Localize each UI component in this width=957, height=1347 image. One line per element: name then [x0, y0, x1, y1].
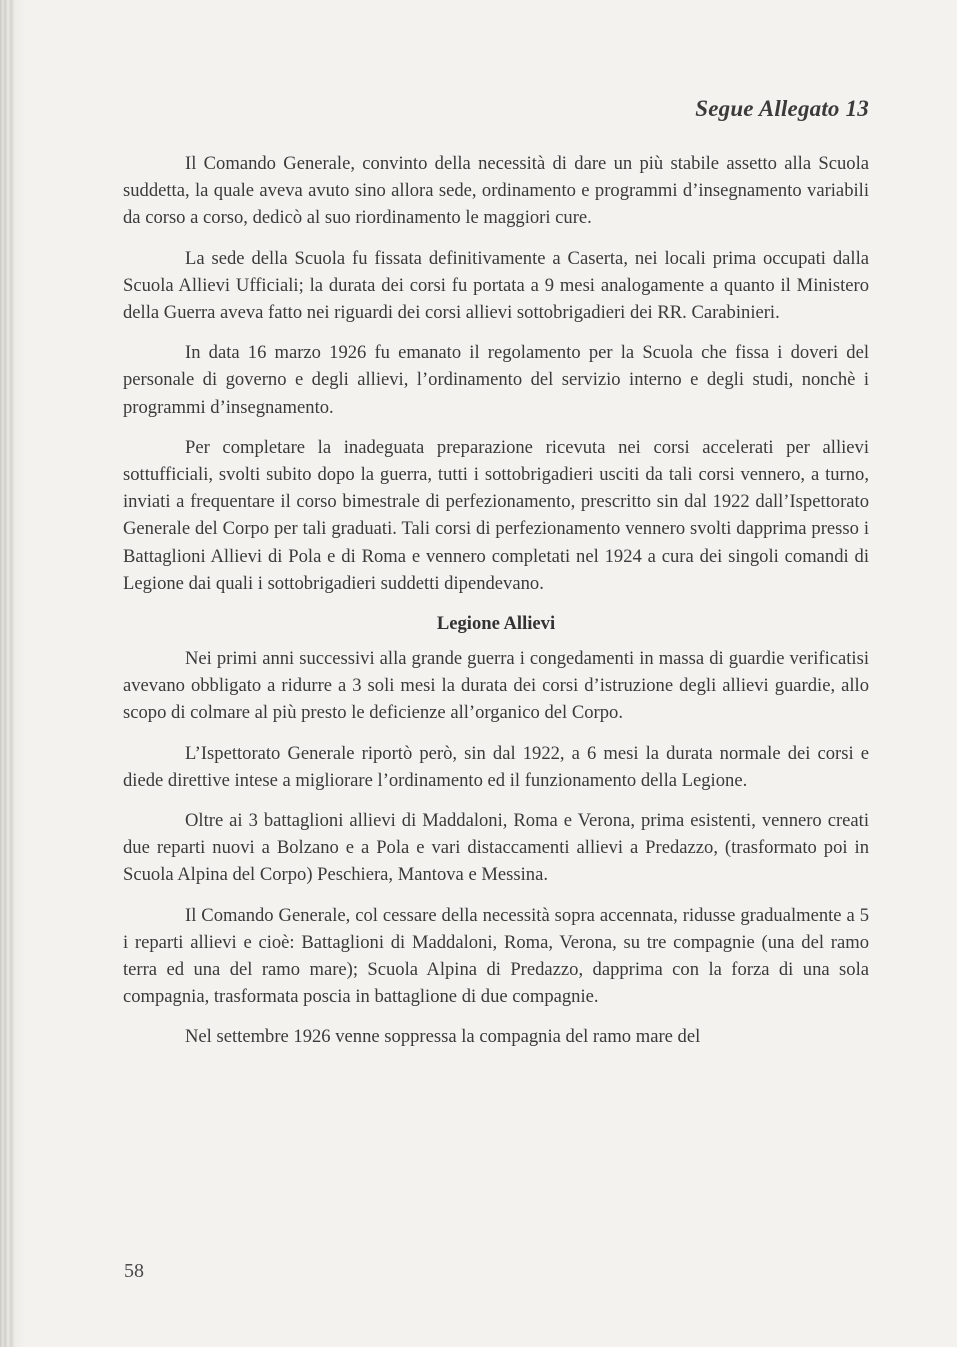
running-header: Segue Allegato 13	[695, 96, 869, 121]
paragraph-3: In data 16 marzo 1926 fu emanato il regolamento per la Scuola che fissa i doveri del personale di governo e degli allievi, l’ordinamento del servizio interno e degli studi, nonchè i programmi d’insegnamento.	[123, 342, 869, 418]
section-heading: Legione Allievi	[436, 613, 556, 635]
paragraph-8: Il Comando Generale, col cessare della necessità sopra accennata, ridusse gradualmente a 5 i reparti allievi e cioè: Battaglioni di Maddaloni, Roma, Verona, su tre compagnie (una del ramo terra ed una del ramo mare); Scuola Alpina di Predazzo, dapprima con la forza di una sola compagnia, trasformata poscia in battaglione di due compagnie.	[123, 904, 869, 1008]
body-text	[123, 150, 869, 1064]
paragraph-5: Nei primi anni successivi alla grande guerra i congedamenti in massa di guardie verificatisi avevano obbligato a ridurre a 3 soli mesi la durata dei corsi d’istruzione degli allievi guardie, allo scopo di colmare al più presto le deficienze all’organico del Corpo.	[123, 648, 869, 724]
paragraph-9: Nel settembre 1926 venne soppressa la compagnia del ramo mare del	[185, 1026, 701, 1048]
paragraph-6: L’Ispettorato Generale riportò però, sin dal 1922, a 6 mesi la durata normale dei corsi e diede direttive intese a migliorare l’ordinamento ed il funzionamento della Legione.	[123, 742, 869, 791]
paragraph-2: La sede della Scuola fu fissata definitivamente a Caserta, nei locali prima occupati dalla Scuola Allievi Ufficiali; la durata dei corsi fu portata a 9 mesi analogamente a quanto il Ministero della Guerra aveva fatto nei riguardi dei corsi allievi sottobrigadieri dei RR. Carabinieri.	[123, 247, 869, 324]
paragraph-7: Oltre ai 3 battaglioni allievi di Maddaloni, Roma e Verona, prima esistenti, vennero creati due reparti nuovi a Bolzano e a Pola e vari distaccamenti allievi a Predazzo, (trasformato poi in Scuola Alpina del Corpo) Peschiera, Mantova e Messina.	[123, 810, 869, 886]
page-number: 58	[124, 1260, 144, 1282]
paragraph-1: Il Comando Generale, convinto della necessità di dare un più stabile assetto alla Scuola suddetta, la quale aveva avuto sino allora sede, ordinamento e programmi d’insegnamento variabili da corso a corso, dedicò al suo riordinamento le maggiori cure.	[123, 153, 869, 229]
paragraph-4: Per completare la inadeguata preparazione ricevuta nei corsi accelerati per allievi sottufficiali, svolti subito dopo la guerra, tutti i sottobrigadieri usciti da tali corsi vennero, a turno, inviati a frequentare il corso bimestrale di perfezionamento, prescritto sin dal 1922 dall’Ispettorato Generale del Corpo per tali graduati. Tali corsi di perfezionamento vennero svolti dapprima presso i Battaglioni Allievi di Pola e di Roma e vennero completati nel 1924 a cura dei singoli comandi di Legione dai quali i sottobrigadieri suddetti dipendevano.	[123, 436, 869, 594]
page-binding-edge	[0, 0, 26, 1347]
